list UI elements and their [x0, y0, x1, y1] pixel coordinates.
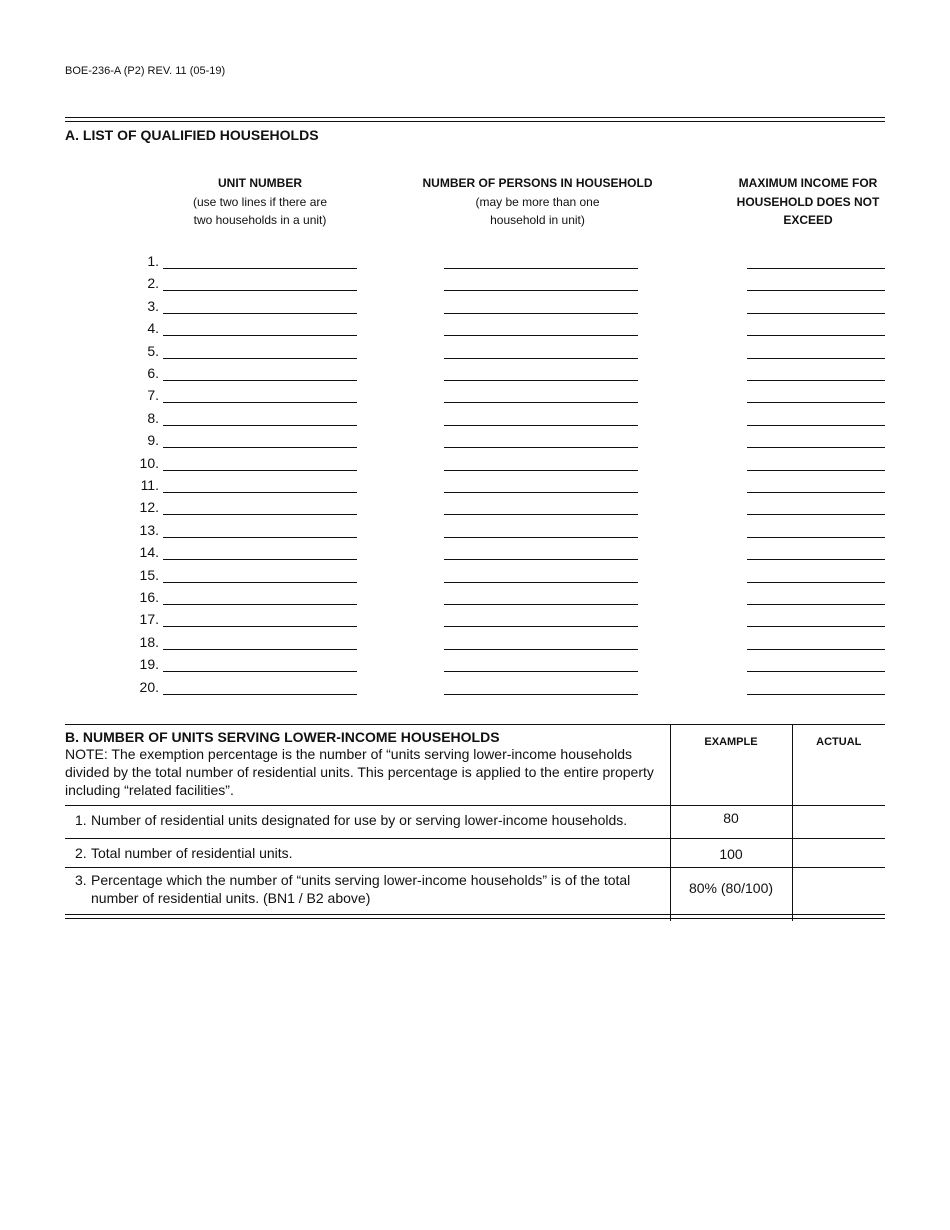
max-income-field[interactable]: [747, 671, 885, 672]
persons-count-field[interactable]: [444, 649, 638, 650]
household-row: [0, 252, 950, 274]
row-number: 9.: [147, 432, 159, 449]
row-number: 14.: [139, 544, 159, 561]
max-income-field[interactable]: [747, 626, 885, 627]
unit-number-field[interactable]: [163, 470, 357, 471]
line-b2-number: 2.: [75, 845, 87, 861]
household-row: [0, 588, 950, 610]
max-income-field[interactable]: [747, 492, 885, 493]
persons-count-field[interactable]: [444, 402, 638, 403]
household-row: [0, 364, 950, 386]
row-number: 11.: [140, 477, 159, 493]
row-number: 2.: [147, 275, 159, 292]
persons-count-field[interactable]: [444, 694, 638, 695]
max-income-field[interactable]: [747, 313, 885, 314]
household-row: [0, 409, 950, 431]
max-income-field[interactable]: [747, 447, 885, 448]
household-row: [0, 633, 950, 655]
unit-number-field[interactable]: [163, 358, 357, 359]
max-income-line2: HOUSEHOLD DOES NOT: [736, 194, 880, 209]
line-b1-number: 1.: [75, 812, 87, 828]
household-row: [0, 274, 950, 296]
max-income-field[interactable]: [747, 268, 885, 269]
max-income-field[interactable]: [747, 425, 885, 426]
section-b-title: B. NUMBER OF UNITS SERVING LOWER-INCOME HOUSEHOLDS: [65, 729, 500, 745]
persons-count-field[interactable]: [444, 582, 638, 583]
persons-header: [405, 174, 670, 230]
persons-count-field[interactable]: [444, 268, 638, 269]
row-number: 4.: [147, 320, 159, 337]
row-number: 6.: [147, 365, 159, 381]
unit-number-field[interactable]: [163, 559, 357, 560]
max-income-field[interactable]: [747, 358, 885, 359]
household-row: [0, 498, 950, 520]
max-income-field[interactable]: [747, 559, 885, 560]
section-a-title: A. LIST OF QUALIFIED HOUSEHOLDS: [65, 127, 319, 143]
household-row: [0, 521, 950, 543]
form-id: BOE-236-A (P2) REV. 11 (05-19): [65, 65, 226, 77]
max-income-field[interactable]: [747, 649, 885, 650]
unit-number-field[interactable]: [163, 626, 357, 627]
unit-number-field[interactable]: [163, 649, 357, 650]
persons-count-field[interactable]: [444, 514, 638, 515]
unit-number-field[interactable]: [163, 402, 357, 403]
row-number: 8.: [147, 409, 159, 426]
line-b2-text: Total number of residential units.: [91, 845, 293, 861]
line-b3-example: 80% (80/100): [688, 880, 774, 896]
max-income-field[interactable]: [747, 514, 885, 515]
example-header: EXAMPLE: [704, 736, 758, 748]
line-b2-example: 100: [719, 846, 743, 862]
row-number: 20.: [139, 678, 159, 695]
unit-number-field[interactable]: [163, 425, 357, 426]
max-income-field[interactable]: [747, 402, 885, 403]
persons-count-field[interactable]: [444, 290, 638, 291]
max-income-field[interactable]: [747, 582, 885, 583]
persons-sub2: household in unit): [490, 213, 585, 227]
max-income-field[interactable]: [747, 290, 885, 291]
household-row: [0, 342, 950, 364]
row-number: 1.: [147, 253, 159, 269]
line-b3-text: Percentage which the number of “units serving lower-income households” is of the total number of residential units. (BN1 / B2 above): [91, 872, 631, 906]
persons-count-field[interactable]: [444, 626, 638, 627]
household-row: [0, 431, 950, 453]
row-number: 10.: [139, 454, 159, 471]
household-row: [0, 610, 950, 632]
household-row: [0, 319, 950, 341]
line-b3-actual-field[interactable]: [792, 868, 885, 922]
row-number: 12.: [139, 499, 159, 516]
max-income-field[interactable]: [747, 335, 885, 336]
persons-count-field[interactable]: [444, 335, 638, 336]
section-divider-top: [65, 117, 885, 122]
line-b2-actual-field[interactable]: [792, 839, 885, 868]
persons-count-field[interactable]: [444, 358, 638, 359]
unit-number-field[interactable]: [163, 671, 357, 672]
unit-number-title: UNIT NUMBER: [218, 176, 302, 190]
max-income-line3: EXCEED: [783, 213, 833, 227]
line-b1-text: Number of residential units designated for use by or serving lower-income households.: [91, 812, 628, 828]
unit-number-field[interactable]: [163, 290, 357, 291]
persons-count-field[interactable]: [444, 671, 638, 672]
persons-title: NUMBER OF PERSONS IN HOUSEHOLD: [422, 176, 653, 190]
max-income-header: [728, 174, 888, 230]
line-b1-example: 80: [723, 810, 739, 826]
row-number: 18.: [139, 633, 159, 650]
section-b: [65, 724, 885, 921]
row-number: 13.: [139, 521, 159, 538]
unit-number-field[interactable]: [163, 447, 357, 448]
household-row: [0, 543, 950, 565]
unit-number-field[interactable]: [163, 492, 357, 493]
persons-count-field[interactable]: [444, 492, 638, 493]
household-row: [0, 297, 950, 319]
unit-number-field[interactable]: [163, 694, 357, 695]
row-number: 7.: [147, 387, 159, 404]
row-number: 17.: [139, 611, 159, 628]
max-income-field[interactable]: [747, 470, 885, 471]
persons-count-field[interactable]: [444, 425, 638, 426]
persons-count-field[interactable]: [444, 604, 638, 605]
section-b-note: NOTE: The exemption percentage is the number of “units serving lower-income households divided by the total number of residential units. This percentage is applied to the entire property including “related facilities”.: [65, 746, 654, 798]
max-income-field[interactable]: [747, 537, 885, 538]
unit-number-field[interactable]: [163, 604, 357, 605]
unit-number-field[interactable]: [163, 313, 357, 314]
max-income-field[interactable]: [747, 380, 885, 381]
household-row: [0, 476, 950, 498]
unit-number-sub2: two households in a unit): [193, 213, 327, 227]
persons-count-field[interactable]: [444, 447, 638, 448]
row-number: 15.: [139, 566, 159, 583]
unit-number-sub1: (use two lines if there are: [192, 194, 328, 209]
household-row: [0, 454, 950, 476]
row-number: 5.: [147, 342, 159, 359]
unit-number-field[interactable]: [163, 380, 357, 381]
line-b1: [65, 811, 670, 829]
line-b2: [65, 844, 670, 862]
row-number: 16.: [139, 589, 159, 605]
max-income-line1: MAXIMUM INCOME FOR: [738, 176, 878, 190]
household-row: [0, 655, 950, 677]
persons-count-field[interactable]: [444, 470, 638, 471]
unit-number-field[interactable]: [163, 514, 357, 515]
unit-number-field[interactable]: [163, 582, 357, 583]
section-b-table: [65, 724, 885, 921]
line-b1-actual-field[interactable]: [792, 806, 885, 839]
persons-count-field[interactable]: [444, 313, 638, 314]
household-row: [0, 566, 950, 588]
line-b3-number: 3.: [75, 872, 87, 888]
row-number: 19.: [139, 656, 159, 673]
section-divider-bottom: [65, 914, 885, 919]
household-row: [0, 386, 950, 408]
actual-header: ACTUAL: [816, 736, 862, 748]
persons-sub1: (may be more than one: [475, 194, 600, 209]
persons-count-field[interactable]: [444, 537, 638, 538]
persons-count-field[interactable]: [444, 380, 638, 381]
line-b3: [65, 871, 670, 907]
row-number: 3.: [147, 297, 159, 314]
household-row: [0, 678, 950, 700]
unit-number-header: [165, 174, 355, 230]
max-income-field[interactable]: [747, 604, 885, 605]
unit-number-field[interactable]: [163, 335, 357, 336]
max-income-field[interactable]: [747, 694, 885, 695]
persons-count-field[interactable]: [444, 559, 638, 560]
unit-number-field[interactable]: [163, 268, 357, 269]
unit-number-field[interactable]: [163, 537, 357, 538]
